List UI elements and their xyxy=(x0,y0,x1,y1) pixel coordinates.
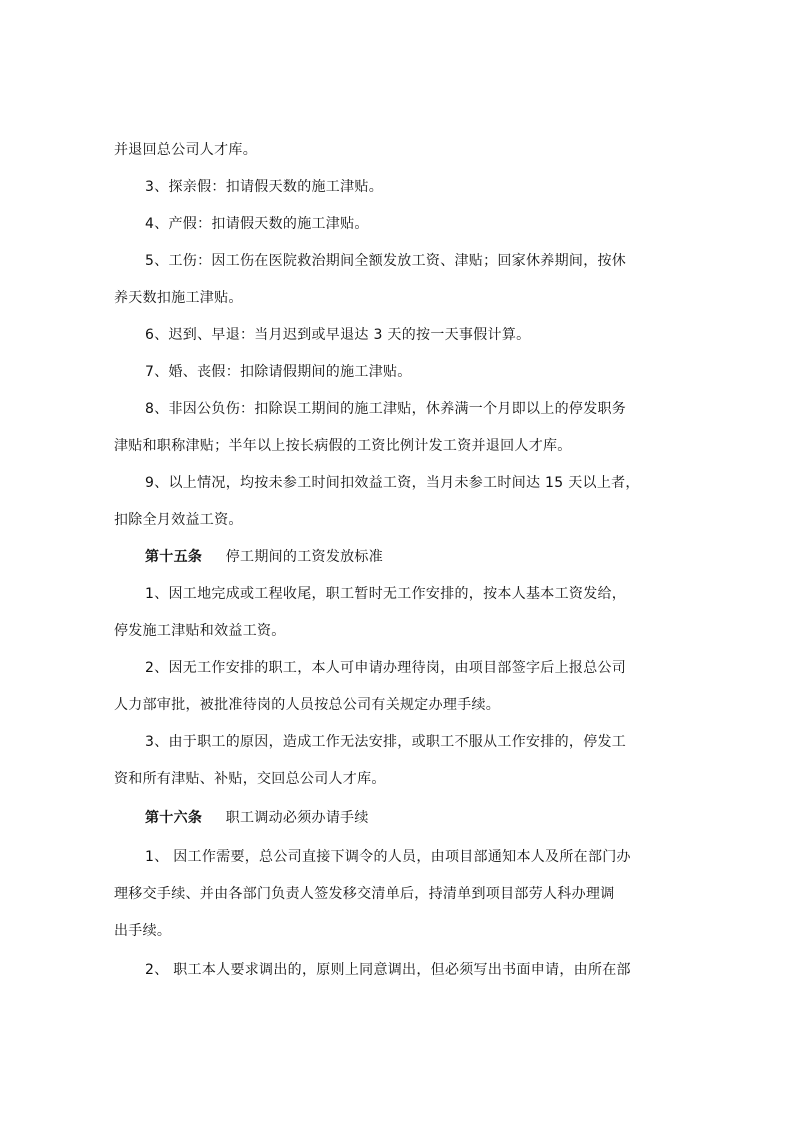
section-heading-16 xyxy=(145,808,369,828)
text-line: 人力部审批，被批准待岗的人员按总公司有关规定办理手续。 xyxy=(114,697,501,713)
text-line: 8、非因公负伤：扣除误工期间的施工津贴，休养满一个月即以上的停发职务 xyxy=(145,401,627,417)
text-line: 3、探亲假：扣请假天数的施工津贴。 xyxy=(145,179,384,195)
text-line: 1、 因工作需要，总公司直接下调令的人员，由项目部通知本人及所在部门办 xyxy=(145,849,631,865)
text-line: 扣除全月效益工资。 xyxy=(114,512,243,528)
text-line: 2、因无工作安排的职工，本人可申请办理待岗，由项目部签字后上报总公司 xyxy=(145,660,627,676)
article-number: 第十六条 xyxy=(145,810,203,826)
article-title: 职工调动必须办请手续 xyxy=(225,810,369,826)
text-line: 6、迟到、早退：当月迟到或早退达 3 天的按一天事假计算。 xyxy=(145,327,531,343)
article-number: 第十五条 xyxy=(145,549,203,565)
text-line: 出手续。 xyxy=(114,923,172,939)
text-line: 养天数扣施工津贴。 xyxy=(114,290,243,306)
text-line: 9、以上情况，均按未参工时间扣效益工资，当月未参工时间达 15 天以上者， xyxy=(145,475,640,491)
text-line: 4、产假：扣请假天数的施工津贴。 xyxy=(145,216,369,232)
section-heading-15 xyxy=(145,547,383,567)
article-title: 停工期间的工资发放标准 xyxy=(225,549,384,565)
text-line: 7、婚、丧假：扣除请假期间的施工津贴。 xyxy=(145,364,412,380)
text-line: 资和所有津贴、补贴，交回总公司人才库。 xyxy=(114,771,386,787)
text-line: 5、工伤：因工伤在医院救治期间全额发放工资、津贴；回家休养期间，按休 xyxy=(145,253,627,269)
text-line: 理移交手续、并由各部门负责人签发移交清单后，持清单到项目部劳人科办理调 xyxy=(114,886,615,902)
text-line: 并退回总公司人才库。 xyxy=(114,142,257,158)
text-line: 津贴和职称津贴；半年以上按长病假的工资比例计发工资并退回人才库。 xyxy=(114,438,572,454)
text-line: 2、 职工本人要求调出的，原则上同意调出，但必须写出书面申请，由所在部 xyxy=(145,962,631,978)
text-line: 停发施工津贴和效益工资。 xyxy=(114,623,286,639)
text-line: 3、由于职工的原因，造成工作无法安排，或职工不服从工作安排的，停发工 xyxy=(145,734,627,750)
text-line: 1、因工地完成或工程收尾，职工暂时无工作安排的，按本人基本工资发给， xyxy=(145,586,627,602)
